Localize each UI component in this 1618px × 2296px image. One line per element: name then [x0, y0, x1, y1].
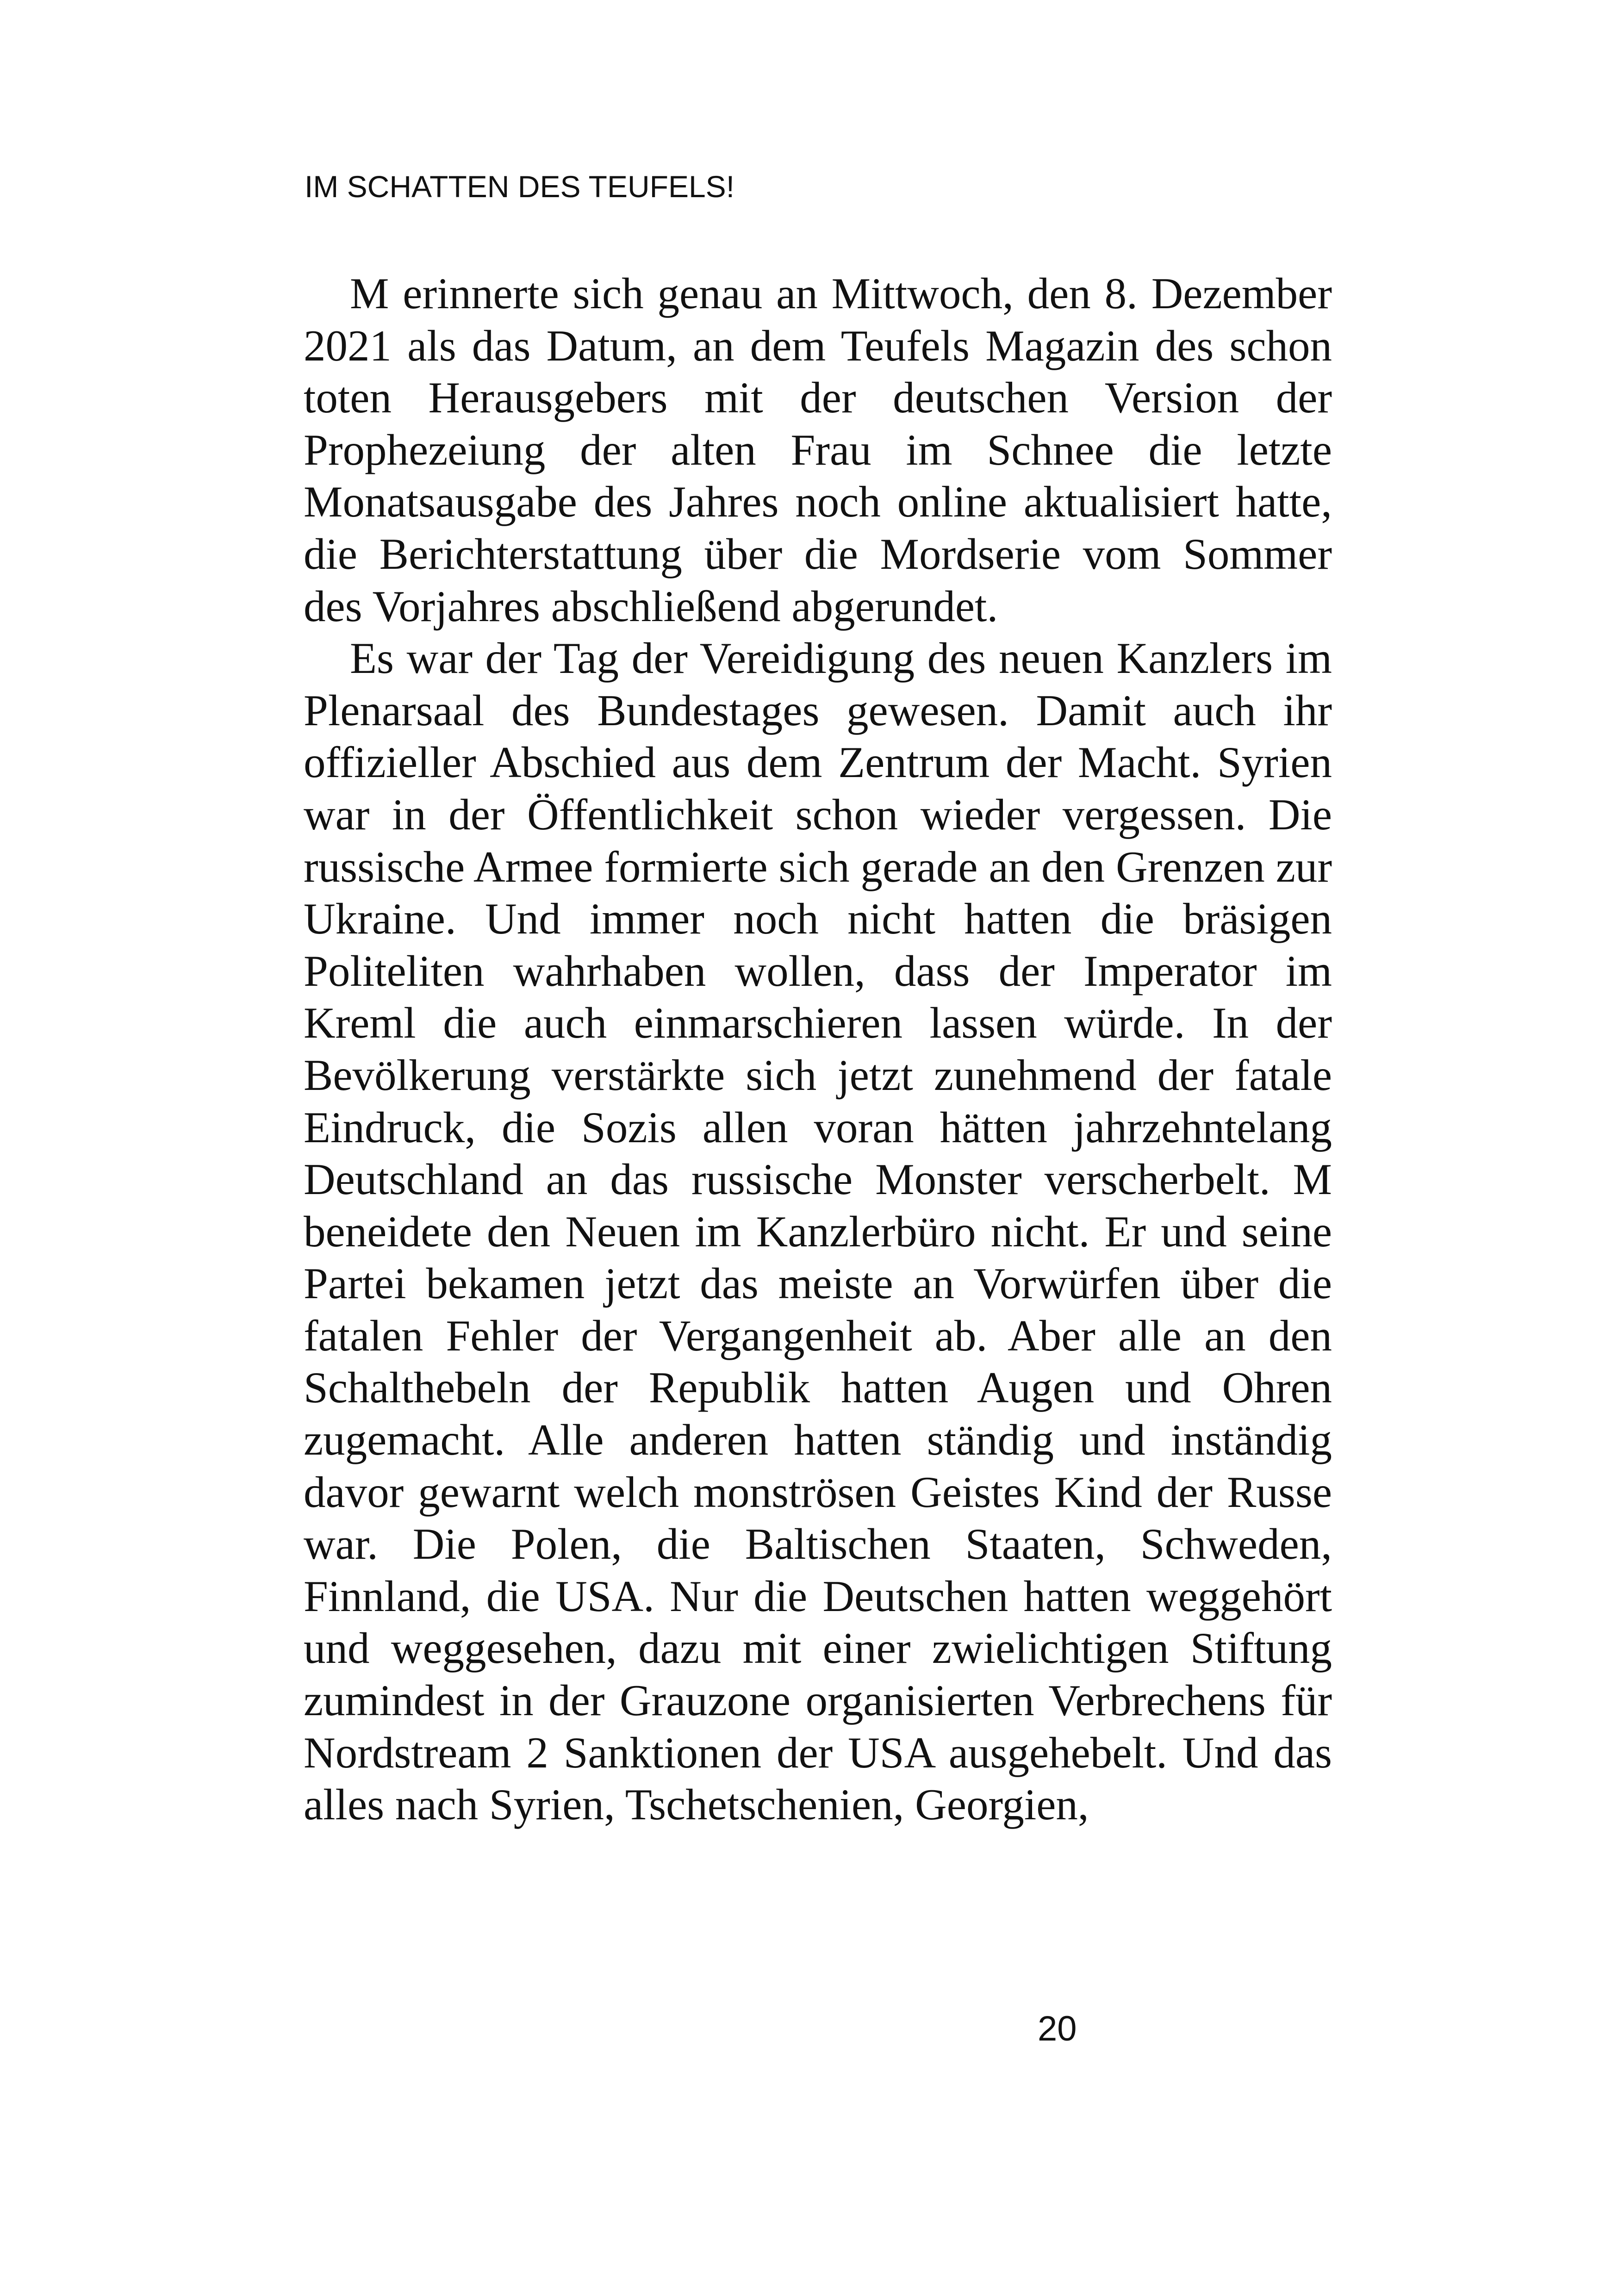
- paragraph-1: M erinnerte sich genau an Mittwoch, den 8. Dezember 2021 als das Datum, an dem Teufels Magazin des schon toten Herausgebers mit der deutschen Version der Prophezeiung der alten Frau im Schnee die letzte Monatsausgabe des Jahres noch online aktualisiert hatte, die Berichterstattung über die Mordserie vom Sommer des Vorjahres abschließend abgerundet.: [304, 269, 1332, 631]
- page-number: 20: [1038, 2009, 1077, 2048]
- running-header-title: IM SCHATTEN DES TEUFELS!: [305, 169, 735, 204]
- paragraph-2: Es war der Tag der Vereidigung des neuen Kanzlers im Plenarsaal des Bundestages gewesen. Damit auch ihr offizieller Abschied aus dem Zentrum der Macht. Syrien war in der Öffentlichkeit schon wieder vergessen. Die russische Armee formierte sich gerade an den Grenzen zur Ukraine. Und immer noch nicht hatten die bräsigen Politeliten wahrhaben wollen, dass der Imperator im Kreml die auch einmarschieren lassen würde. In der Bevölkerung verstärkte sich jetzt zunehmend der fatale Eindruck, die Sozis allen voran hätten jahrzehntelang Deutschland an das russische Monster verscherbelt. M beneidete den Neuen im Kanzlerbüro nicht. Er und seine Partei bekamen jetzt das meiste an Vorwürfen über die fatalen Fehler der Vergangenheit ab. Aber alle an den Schalthebeln der Republik hatten Augen und Ohren zugemacht. Alle anderen hatten ständig und inständig davor gewarnt welch monströsen Geistes Kind der Russe war. Die Polen, die Baltischen Staaten, Schweden, Finnland, die USA. Nur die Deutschen hatten weggehört und weggesehen, dazu mit einer zwielichtigen Stiftung zumindest in der Grauzone organisierten Verbrechens für Nordstream 2 Sanktionen der USA ausgehebelt. Und das alles nach Syrien, Tschetschenien, Georgien,: [304, 634, 1332, 1829]
- body-text: [304, 268, 1332, 1831]
